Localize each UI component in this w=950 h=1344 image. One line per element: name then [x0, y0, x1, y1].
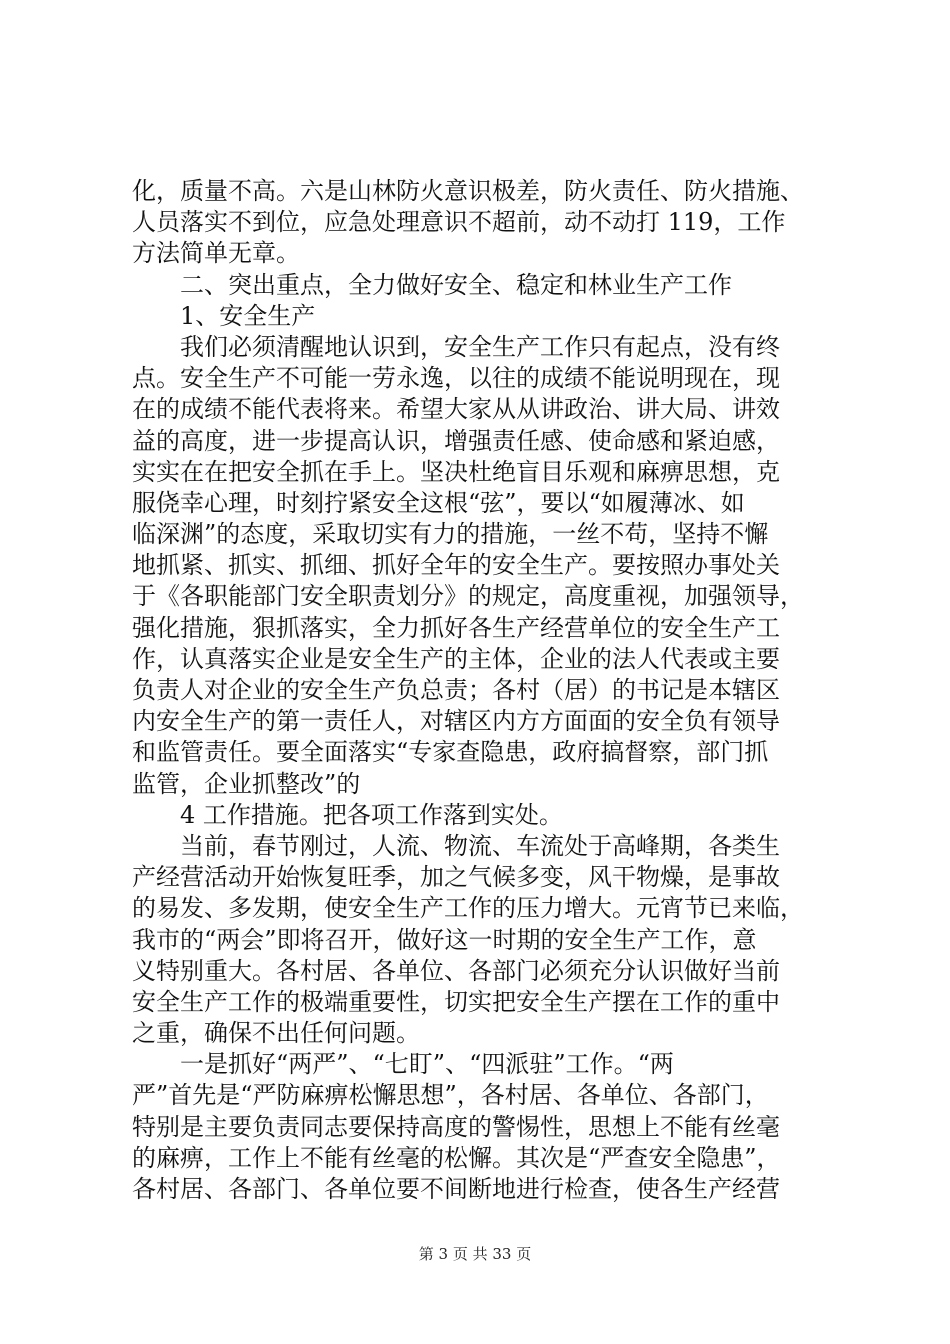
text-line: 我市的“两会”即将召开，做好这一时期的安全生产工作，意 — [132, 925, 757, 954]
text-line: 我们必须清醒地认识到，安全生产工作只有起点，没有终 — [180, 332, 780, 361]
text-line: 1、安全生产 — [180, 301, 316, 330]
text-line: 严”首先是“严防麻痹松懈思想”，各村居、各单位、各部门， — [132, 1081, 769, 1110]
text-line: 之重，确保不出任何问题。 — [132, 1019, 420, 1048]
text-line: 义特别重大。各村居、各单位、各部门必须充分认识做好当前 — [132, 956, 780, 985]
text-line: 产经营活动开始恢复旺季，加之气候多变，风干物燥，是事故 — [132, 863, 780, 892]
text-line: 4 工作措施。把各项工作落到实处。 — [180, 800, 563, 829]
text-line: 内安全生产的第一责任人，对辖区内方方面面的安全负有领导 — [132, 707, 780, 736]
text-line: 各村居、各部门、各单位要不间断地进行检查，使各生产经营 — [132, 1175, 780, 1203]
text-line: 的麻痹，工作上不能有丝毫的松懈。其次是“严查安全隐患”， — [132, 1143, 781, 1172]
text-line: 安全生产工作的极端重要性，切实把安全生产摆在工作的重中 — [132, 987, 780, 1016]
text-line: 服侥幸心理，时刻拧紧安全这根“弦”，要以“如履薄冰、如 — [132, 488, 745, 517]
text-line: 的易发、多发期，使安全生产工作的压力增大。元宵节已来临， — [132, 894, 804, 923]
text-line: 强化措施，狠抓落实，全力抓好各生产经营单位的安全生产工 — [132, 613, 780, 642]
text-line: 监管，企业抓整改”的 — [132, 769, 361, 798]
text-line: 点。安全生产不可能一劳永逸，以往的成绩不能说明现在，现 — [132, 364, 780, 393]
text-line: 益的高度，进一步提高认识，增强责任感、使命感和紧迫感， — [132, 426, 780, 455]
body-text — [132, 176, 832, 1205]
text-line: 实实在在把安全抓在手上。坚决杜绝盲目乐观和麻痹思想，克 — [132, 457, 780, 486]
text-line: 方法简单无章。 — [132, 239, 300, 268]
text-line: 地抓紧、抓实、抓细、抓好全年的安全生产。要按照办事处关 — [132, 551, 780, 580]
text-line: 特别是主要负责同志要保持高度的警惕性，思想上不能有丝毫 — [132, 1112, 780, 1141]
text-line: 作，认真落实企业是安全生产的主体，企业的法人代表或主要 — [132, 644, 780, 673]
text-line: 负责人对企业的安全生产负总责；各村（居）的书记是本辖区 — [132, 676, 780, 704]
text-line: 临深渊”的态度，采取切实有力的措施，一丝不苟，坚持不懈 — [132, 520, 769, 549]
text-line: 化，质量不高。六是山林防火意识极差，防火责任、防火措施、 — [132, 177, 804, 205]
text-line: 当前，春节刚过，人流、物流、车流处于高峰期，各类生 — [180, 831, 780, 860]
text-line: 在的成绩不能代表将来。希望大家从从讲政治、讲大局、讲效 — [132, 395, 780, 424]
text-line: 人员落实不到位，应急处理意识不超前，动不动打 119，工作 — [132, 208, 786, 237]
text-line: 和监管责任。要全面落实“专家查隐患，政府搞督察，部门抓 — [132, 738, 769, 767]
text-line: 于《各职能部门安全职责划分》的规定，高度重视，加强领导， — [132, 582, 804, 611]
page-footer: 第 3 页 共 33 页 — [418, 1245, 532, 1263]
text-line: 一是抓好“两严”、“七盯”、“四派驻”工作。“两 — [180, 1050, 674, 1079]
text-line: 二、突出重点，全力做好安全、稳定和林业生产工作 — [180, 270, 732, 299]
